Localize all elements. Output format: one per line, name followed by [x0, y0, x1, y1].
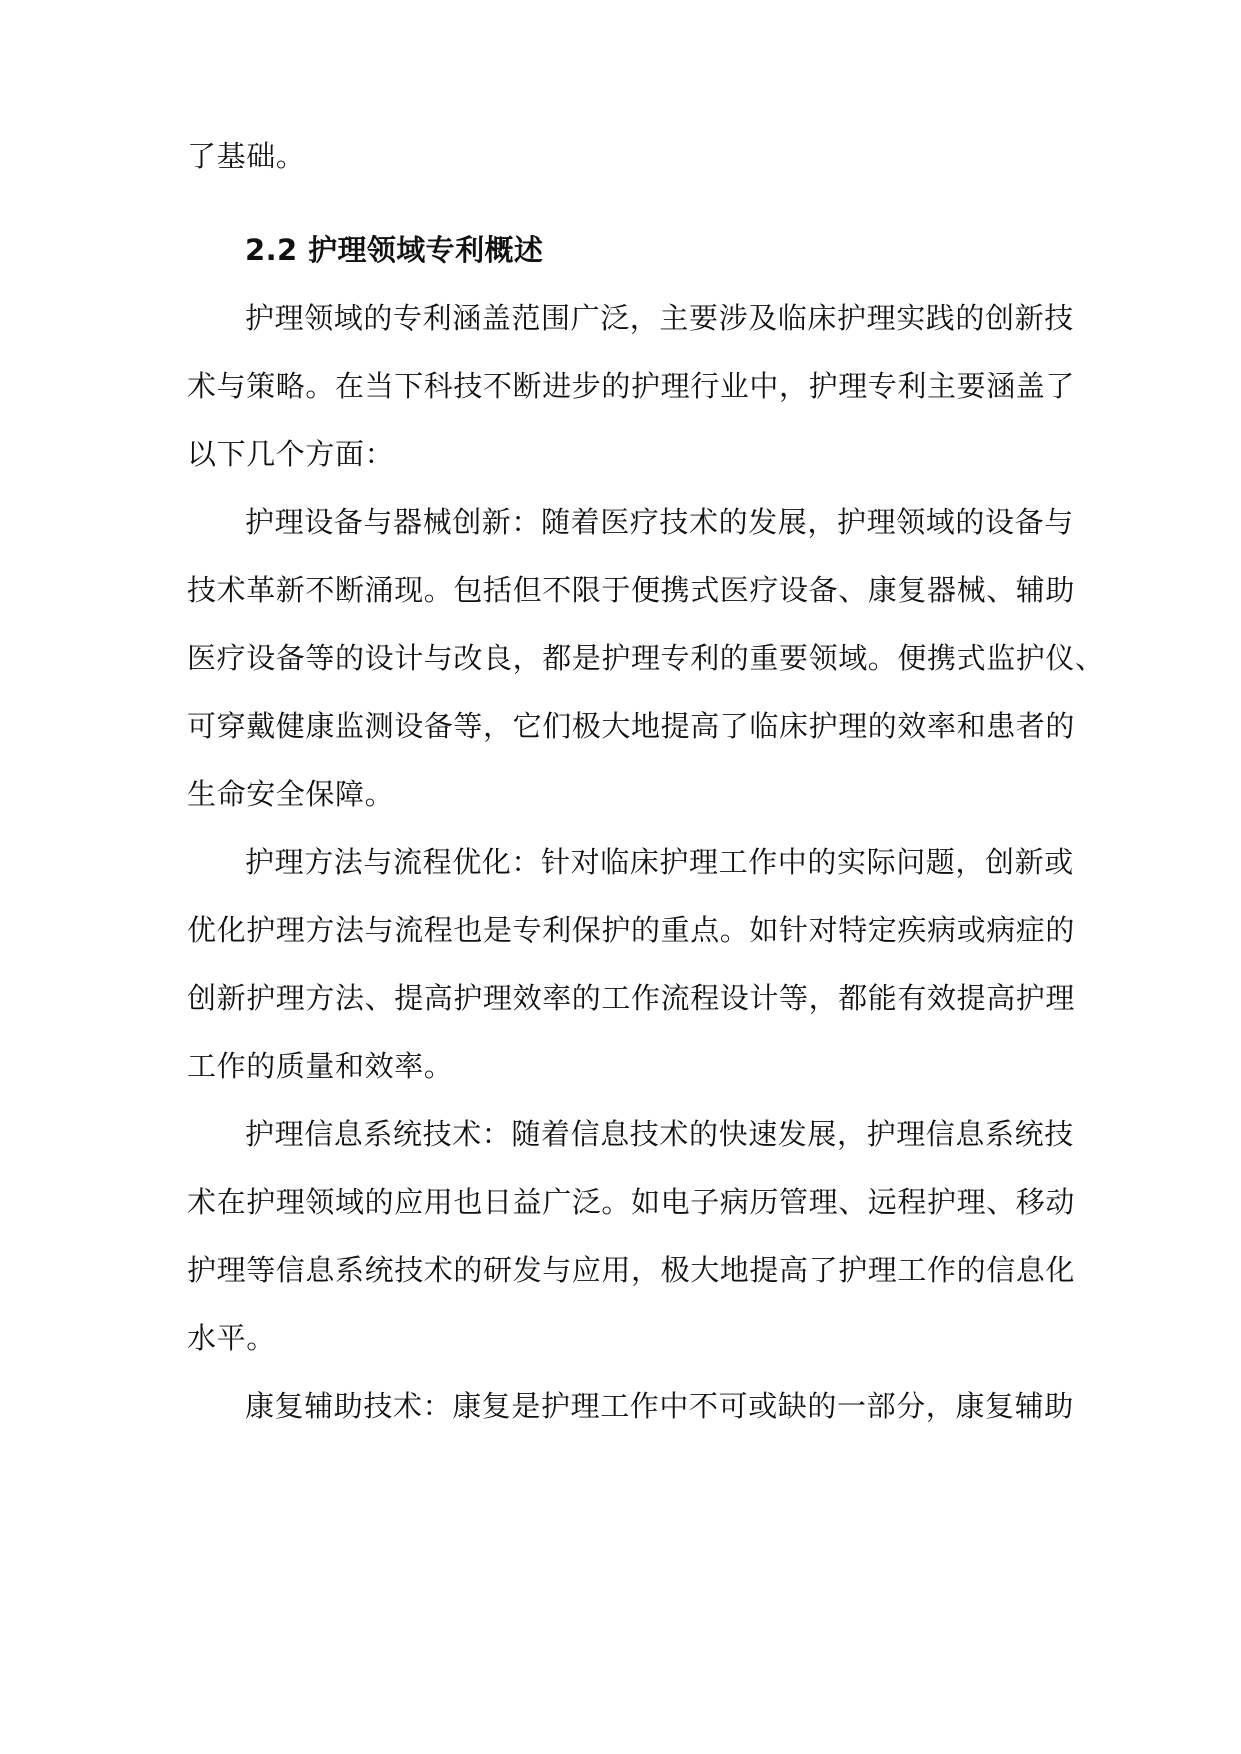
paragraph-line: 工作的质量和效率。: [187, 1049, 454, 1083]
paragraph-line: 术在护理领域的应用也日益广泛。如电子病历管理、远程护理、移动: [187, 1185, 1076, 1219]
paragraph-line: 了基础。: [187, 139, 306, 173]
paragraph-line: 创新护理方法、提高护理效率的工作流程设计等，都能有效提高护理: [187, 981, 1076, 1015]
paragraph-line: 可穿戴健康监测设备等，它们极大地提高了临床护理的效率和患者的: [187, 709, 1076, 743]
section-heading: 2.2 护理领域专利概述: [245, 233, 544, 267]
paragraph-line: 术与策略。在当下科技不断进步的护理行业中，护理专利主要涵盖了: [187, 369, 1076, 403]
paragraph-line: 以下几个方面：: [187, 437, 395, 471]
paragraph-line: 技术革新不断涌现。包括但不限于便携式医疗设备、康复器械、辅助: [187, 573, 1076, 607]
paragraph-line: 康复辅助技术：康复是护理工作中不可或缺的一部分，康复辅助: [245, 1389, 1074, 1423]
paragraph-line: 护理等信息系统技术的研发与应用，极大地提高了护理工作的信息化: [187, 1253, 1076, 1287]
paragraph-line: 生命安全保障。: [187, 777, 395, 811]
paragraph-line: 优化护理方法与流程也是专利保护的重点。如针对特定疾病或病症的: [187, 913, 1076, 947]
paragraph-line: 医疗设备等的设计与改良，都是护理专利的重要领域。便携式监护仪、: [187, 641, 1105, 675]
paragraph-line: 护理领域的专利涵盖范围广泛，主要涉及临床护理实践的创新技: [245, 301, 1074, 335]
paragraph-line: 护理方法与流程优化：针对临床护理工作中的实际问题，创新或: [245, 845, 1074, 879]
paragraph-line: 水平。: [187, 1321, 276, 1355]
paragraph-line: 护理设备与器械创新：随着医疗技术的发展，护理领域的设备与: [245, 505, 1074, 539]
paragraph-line: 护理信息系统技术：随着信息技术的快速发展，护理信息系统技: [245, 1117, 1074, 1151]
